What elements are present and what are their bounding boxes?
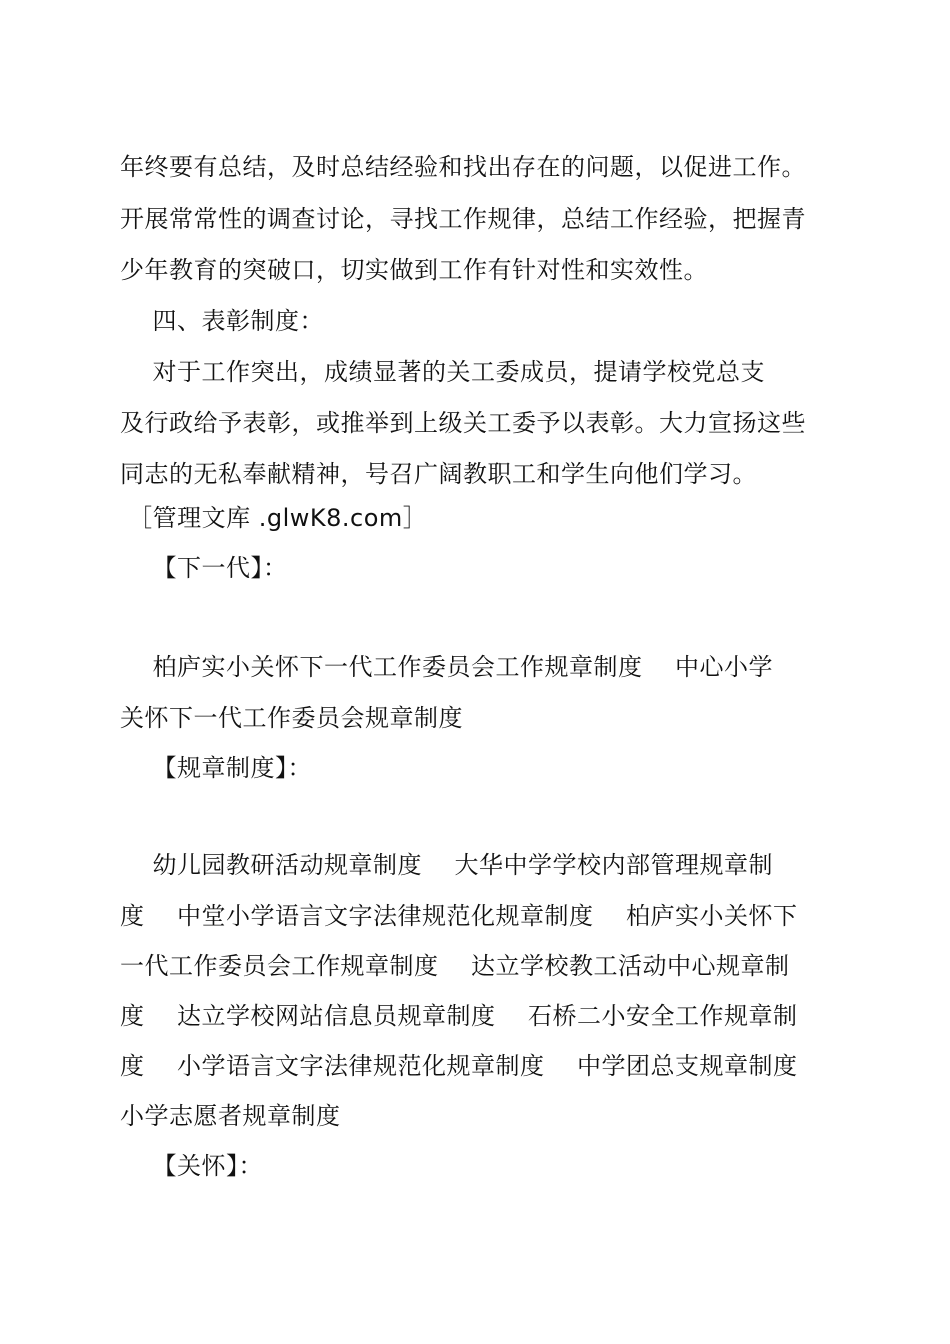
tag-heading-next-generation: 【下一代】： bbox=[120, 554, 288, 582]
related-links-line[interactable]: 一代工作委员会工作规章制度 达立学校教工活动中心规章制 bbox=[120, 952, 790, 980]
body-text-line: 及行政给予表彰，或推举到上级关工委予以表彰。大力宣扬这些 bbox=[120, 409, 806, 437]
body-text-line: 同志的无私奉献精神，号召广阔教职工和学生向他们学习。 bbox=[120, 460, 757, 488]
source-link[interactable]: ［管理文库 .glwK8.com］ bbox=[120, 504, 428, 532]
related-links-line[interactable]: 度 小学语言文字法律规范化规章制度 中学团总支规章制度 bbox=[120, 1052, 798, 1080]
related-links-line[interactable]: 度 中堂小学语言文字法律规范化规章制度 柏庐实小关怀下 bbox=[120, 902, 798, 930]
related-links-line[interactable]: 关怀下一代工作委员会规章制度 bbox=[120, 704, 463, 732]
related-links-line[interactable]: 柏庐实小关怀下一代工作委员会工作规章制度 中心小学 bbox=[120, 653, 774, 681]
tag-heading-care: 【关怀】： bbox=[120, 1152, 264, 1180]
body-text-line: 对于工作突出，成绩显著的关工委成员，提请学校党总支 bbox=[120, 358, 766, 386]
related-links-line[interactable]: 小学志愿者规章制度 bbox=[120, 1102, 341, 1130]
section-heading: 四、表彰制度： bbox=[120, 307, 325, 335]
body-text-line: 少年教育的突破口，切实做到工作有针对性和实效性。 bbox=[120, 256, 708, 284]
related-links-line[interactable]: 度 达立学校网站信息员规章制度 石桥二小安全工作规章制 bbox=[120, 1002, 798, 1030]
tag-heading-regulations: 【规章制度】： bbox=[120, 754, 313, 782]
body-text-line: 年终要有总结，及时总结经验和找出存在的问题，以促进工作。 bbox=[120, 153, 806, 181]
related-links-line[interactable]: 幼儿园教研活动规章制度 大华中学学校内部管理规章制 bbox=[120, 851, 774, 879]
body-text-line: 开展常常性的调查讨论，寻找工作规律，总结工作经验，把握青 bbox=[120, 205, 806, 233]
